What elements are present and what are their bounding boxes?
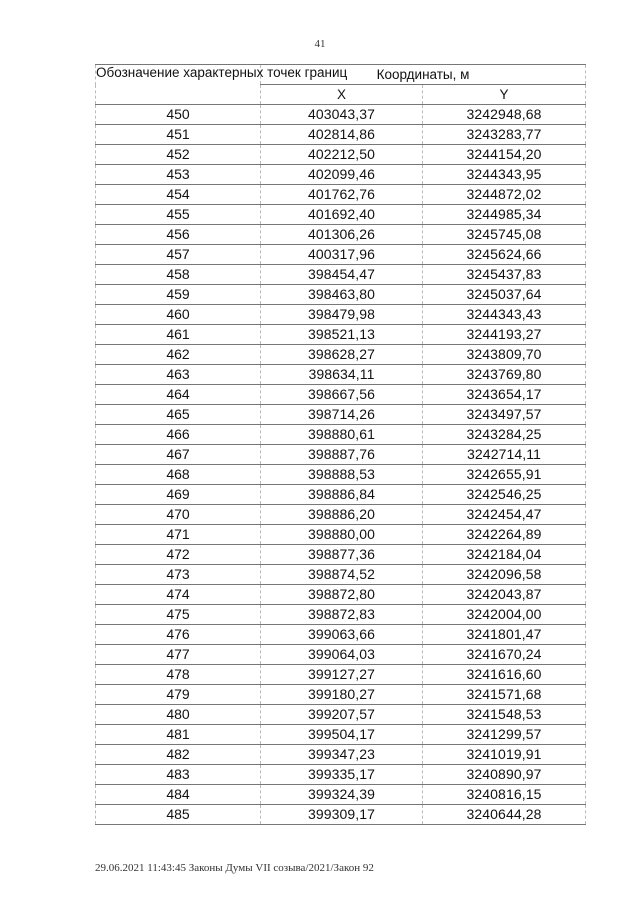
table-row	[96, 245, 586, 265]
x-coordinate-cell: 398714,26	[261, 405, 423, 425]
y-coordinate-cell: 3241801,47	[423, 625, 586, 645]
header-y: Y	[423, 85, 586, 105]
table-row	[96, 605, 586, 625]
x-coordinate-cell: 398880,61	[261, 425, 423, 445]
table-row	[96, 305, 586, 325]
table-row	[96, 285, 586, 305]
x-coordinate-cell: 402814,86	[261, 125, 423, 145]
x-coordinate-cell: 399335,17	[261, 765, 423, 785]
table-row	[96, 405, 586, 425]
point-number-cell: 460	[96, 305, 261, 325]
page-number: 41	[314, 38, 326, 50]
y-coordinate-cell: 3241299,57	[423, 725, 586, 745]
table-row	[96, 105, 586, 125]
point-number-cell: 484	[96, 785, 261, 805]
point-number-cell: 468	[96, 465, 261, 485]
y-coordinate-cell: 3244154,20	[423, 145, 586, 165]
y-coordinate-cell: 3244343,43	[423, 305, 586, 325]
y-coordinate-cell: 3241670,24	[423, 645, 586, 665]
y-coordinate-cell: 3243497,57	[423, 405, 586, 425]
table-row	[96, 785, 586, 805]
point-number-cell: 459	[96, 285, 261, 305]
x-coordinate-cell: 398628,27	[261, 345, 423, 365]
y-coordinate-cell: 3242004,00	[423, 605, 586, 625]
point-number-cell: 452	[96, 145, 261, 165]
x-coordinate-cell: 398463,80	[261, 285, 423, 305]
table-row	[96, 205, 586, 225]
point-number-cell: 455	[96, 205, 261, 225]
x-coordinate-cell: 399180,27	[261, 685, 423, 705]
table-row	[96, 125, 586, 145]
point-number-cell: 482	[96, 745, 261, 765]
table-row	[96, 325, 586, 345]
x-coordinate-cell: 398886,20	[261, 505, 423, 525]
y-coordinate-cell: 3241571,68	[423, 685, 586, 705]
table-row	[96, 765, 586, 785]
point-number-cell: 465	[96, 405, 261, 425]
point-number-cell: 474	[96, 585, 261, 605]
y-coordinate-cell: 3242096,58	[423, 565, 586, 585]
table-row	[96, 385, 586, 405]
x-coordinate-cell: 400317,96	[261, 245, 423, 265]
y-coordinate-cell: 3242714,11	[423, 445, 586, 465]
coordinates-table	[95, 64, 586, 825]
x-coordinate-cell: 398872,80	[261, 585, 423, 605]
x-coordinate-cell: 398888,53	[261, 465, 423, 485]
table-row	[96, 565, 586, 585]
point-number-cell: 451	[96, 125, 261, 145]
x-coordinate-cell: 399127,27	[261, 665, 423, 685]
table-row	[96, 445, 586, 465]
point-number-cell: 478	[96, 665, 261, 685]
point-number-cell: 462	[96, 345, 261, 365]
point-number-cell: 483	[96, 765, 261, 785]
footer-note: 29.06.2021 11:43:45 Законы Думы VII созыва/2021/Закон 92	[95, 862, 374, 874]
table-row	[96, 345, 586, 365]
y-coordinate-cell: 3243284,25	[423, 425, 586, 445]
x-coordinate-cell: 401692,40	[261, 205, 423, 225]
point-number-cell: 469	[96, 485, 261, 505]
table-row	[96, 725, 586, 745]
point-number-cell: 471	[96, 525, 261, 545]
x-coordinate-cell: 398877,36	[261, 545, 423, 565]
y-coordinate-cell: 3240890,97	[423, 765, 586, 785]
x-coordinate-cell: 398880,00	[261, 525, 423, 545]
table-row	[96, 525, 586, 545]
y-coordinate-cell: 3242264,89	[423, 525, 586, 545]
point-number-cell: 467	[96, 445, 261, 465]
x-coordinate-cell: 401762,76	[261, 185, 423, 205]
x-coordinate-cell: 398634,11	[261, 365, 423, 385]
point-number-cell: 473	[96, 565, 261, 585]
table-row	[96, 685, 586, 705]
point-number-cell: 477	[96, 645, 261, 665]
point-number-cell: 466	[96, 425, 261, 445]
table-row	[96, 545, 586, 565]
x-coordinate-cell: 398667,56	[261, 385, 423, 405]
point-number-cell: 454	[96, 185, 261, 205]
table-row	[96, 185, 586, 205]
point-number-cell: 457	[96, 245, 261, 265]
x-coordinate-cell: 398454,47	[261, 265, 423, 285]
x-coordinate-cell: 399064,03	[261, 645, 423, 665]
table-body	[96, 105, 586, 825]
point-number-cell: 450	[96, 105, 261, 125]
y-coordinate-cell: 3242655,91	[423, 465, 586, 485]
y-coordinate-cell: 3242546,25	[423, 485, 586, 505]
point-number-cell: 453	[96, 165, 261, 185]
x-coordinate-cell: 398887,76	[261, 445, 423, 465]
point-number-cell: 475	[96, 605, 261, 625]
header-x: X	[261, 85, 423, 105]
y-coordinate-cell: 3240644,28	[423, 805, 586, 825]
x-coordinate-cell: 399309,17	[261, 805, 423, 825]
y-coordinate-cell: 3244343,95	[423, 165, 586, 185]
table-row	[96, 665, 586, 685]
x-coordinate-cell: 403043,37	[261, 105, 423, 125]
point-number-cell: 479	[96, 685, 261, 705]
table-row	[96, 585, 586, 605]
point-number-cell: 464	[96, 385, 261, 405]
x-coordinate-cell: 398872,83	[261, 605, 423, 625]
table-row	[96, 165, 586, 185]
x-coordinate-cell: 399207,57	[261, 705, 423, 725]
x-coordinate-cell: 398886,84	[261, 485, 423, 505]
header-point-label: Обозначение характерных точек границ	[96, 65, 261, 105]
y-coordinate-cell: 3243769,80	[423, 365, 586, 385]
table-row	[96, 505, 586, 525]
y-coordinate-cell: 3244985,34	[423, 205, 586, 225]
table-row	[96, 805, 586, 825]
y-coordinate-cell: 3242184,04	[423, 545, 586, 565]
table-row	[96, 645, 586, 665]
y-coordinate-cell: 3242948,68	[423, 105, 586, 125]
table-row	[96, 265, 586, 285]
x-coordinate-cell: 402212,50	[261, 145, 423, 165]
y-coordinate-cell: 3245437,83	[423, 265, 586, 285]
y-coordinate-cell: 3245624,66	[423, 245, 586, 265]
x-coordinate-cell: 402099,46	[261, 165, 423, 185]
point-number-cell: 458	[96, 265, 261, 285]
point-number-cell: 456	[96, 225, 261, 245]
table-row	[96, 425, 586, 445]
table-row	[96, 745, 586, 765]
table-row	[96, 705, 586, 725]
table-row	[96, 225, 586, 245]
point-number-cell: 476	[96, 625, 261, 645]
point-number-cell: 461	[96, 325, 261, 345]
table-row	[96, 625, 586, 645]
x-coordinate-cell: 399063,66	[261, 625, 423, 645]
x-coordinate-cell: 398479,98	[261, 305, 423, 325]
point-number-cell: 463	[96, 365, 261, 385]
header-coordinates: Координаты, м	[261, 65, 586, 85]
y-coordinate-cell: 3244872,02	[423, 185, 586, 205]
y-coordinate-cell: 3241616,60	[423, 665, 586, 685]
table-row	[96, 145, 586, 165]
y-coordinate-cell: 3244193,27	[423, 325, 586, 345]
x-coordinate-cell: 399347,23	[261, 745, 423, 765]
y-coordinate-cell: 3245745,08	[423, 225, 586, 245]
point-number-cell: 470	[96, 505, 261, 525]
y-coordinate-cell: 3242454,47	[423, 505, 586, 525]
y-coordinate-cell: 3241548,53	[423, 705, 586, 725]
y-coordinate-cell: 3241019,91	[423, 745, 586, 765]
table-row	[96, 365, 586, 385]
x-coordinate-cell: 399324,39	[261, 785, 423, 805]
table-row	[96, 465, 586, 485]
table-row	[96, 485, 586, 505]
y-coordinate-cell: 3243654,17	[423, 385, 586, 405]
point-number-cell: 481	[96, 725, 261, 745]
table-header	[96, 65, 586, 105]
point-number-cell: 485	[96, 805, 261, 825]
point-number-cell: 472	[96, 545, 261, 565]
x-coordinate-cell: 401306,26	[261, 225, 423, 245]
x-coordinate-cell: 398874,52	[261, 565, 423, 585]
y-coordinate-cell: 3242043,87	[423, 585, 586, 605]
x-coordinate-cell: 399504,17	[261, 725, 423, 745]
y-coordinate-cell: 3243283,77	[423, 125, 586, 145]
point-number-cell: 480	[96, 705, 261, 725]
y-coordinate-cell: 3243809,70	[423, 345, 586, 365]
y-coordinate-cell: 3245037,64	[423, 285, 586, 305]
y-coordinate-cell: 3240816,15	[423, 785, 586, 805]
x-coordinate-cell: 398521,13	[261, 325, 423, 345]
